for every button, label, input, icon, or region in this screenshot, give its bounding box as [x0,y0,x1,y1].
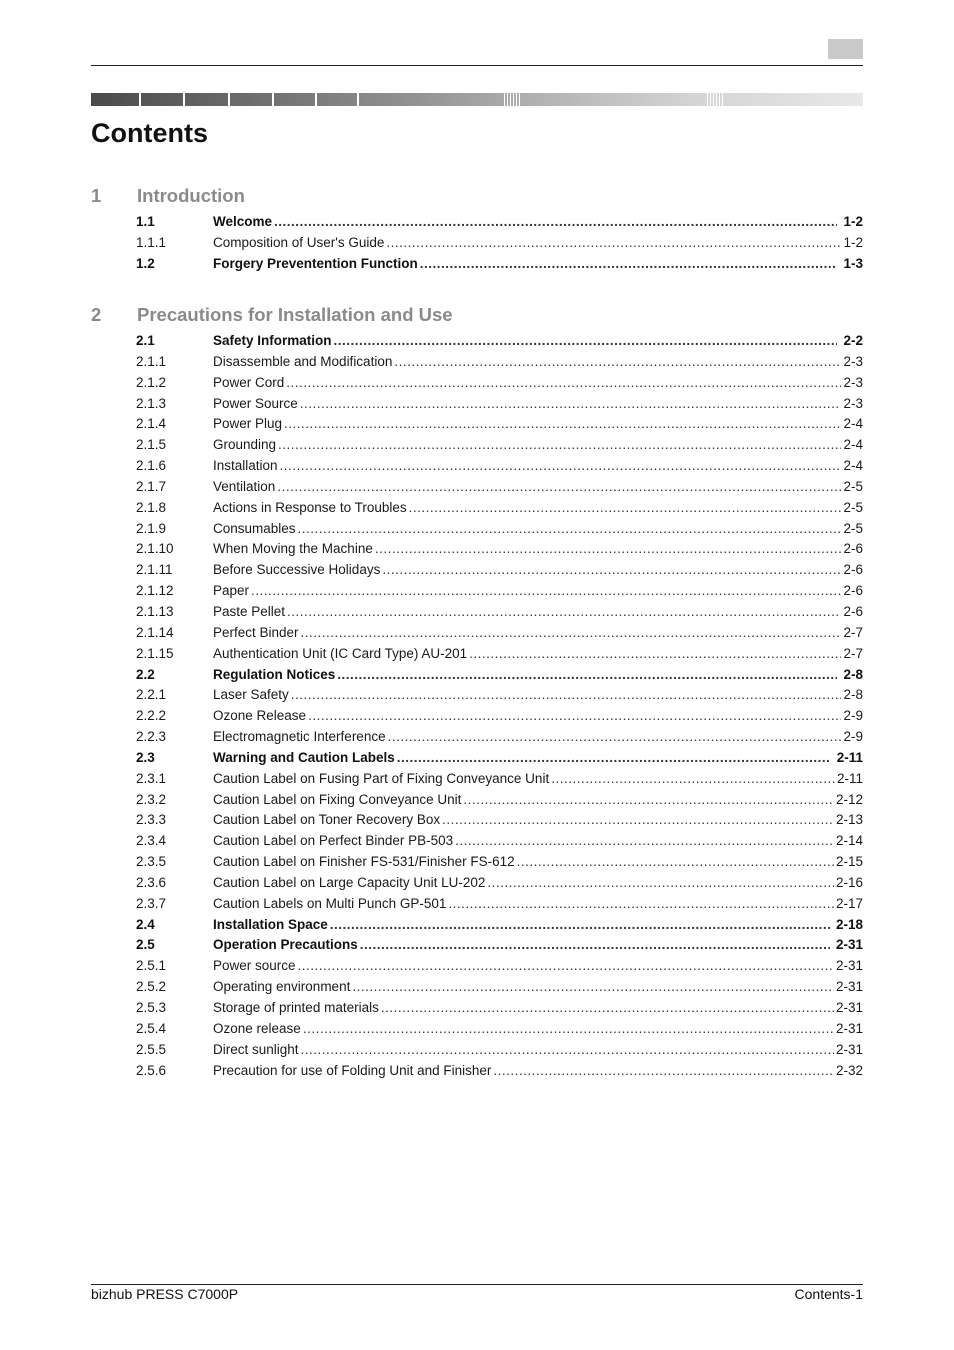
header-tab-marker [828,39,863,59]
toc-entry-number: 2.1.10 [136,541,174,557]
toc-entry[interactable] [136,396,863,417]
toc-entry-number: 2.1.8 [136,499,167,515]
toc-entry[interactable] [136,1042,863,1063]
toc-leader-dots [381,1000,834,1015]
toc-entry-number: 2.5.1 [136,958,167,974]
toc-entry[interactable] [136,541,863,562]
toc-entry-title: Caution Label on Large Capacity Unit LU-202 [213,874,486,890]
toc-entry-number: 2.1.9 [136,520,167,536]
toc-entry-page: 2-13 [835,812,863,828]
toc-leader-dots [301,1042,834,1057]
toc-entry-number: 2.4 [136,916,155,932]
toc-entry[interactable] [136,375,863,396]
toc-entry-number: 1.2 [136,255,155,271]
chapter-heading [91,304,863,328]
toc-list [136,333,863,1083]
toc-entry-number: 2.3.1 [136,770,167,786]
toc-entry-page: 2-5 [843,520,863,536]
toc-leader-dots [382,562,841,577]
toc-entry-page: 2-7 [843,624,863,640]
toc-entry-number: 2.3.6 [136,874,167,890]
toc-entry-number: 2.3.5 [136,854,167,870]
toc-entry-page: 2-12 [835,791,863,807]
toc-entry-number: 2.3.7 [136,895,167,911]
toc-entry-number: 2.5.3 [136,1000,167,1015]
toc-entry-number: 2.1.14 [136,624,174,640]
toc-entry-title: Actions in Response to Troubles [213,499,407,515]
toc-entry-number: 2.3.3 [136,812,167,828]
toc-leader-dots [442,812,834,827]
toc-leader-dots [517,854,834,869]
toc-entry-page: 2-8 [843,687,863,703]
toc-entry[interactable] [136,833,863,854]
toc-entry-page: 2-6 [843,583,863,599]
toc-entry-page: 2-11 [836,749,863,765]
toc-leader-dots [352,979,834,994]
toc-entry[interactable] [136,583,863,604]
toc-entry-title: Forgery Preventention Function [213,255,418,271]
toc-entry[interactable] [136,687,863,708]
toc-entry[interactable] [136,416,863,437]
toc-leader-dots [291,687,842,702]
toc-entry-page: 2-3 [843,374,863,390]
toc-entry-title: Power Source [213,395,298,411]
toc-entry-number: 2.1.4 [136,416,167,432]
toc-leader-dots [455,833,834,848]
toc-entry-page: 2-31 [835,1041,863,1057]
toc-entry-number: 2.1.7 [136,478,167,494]
toc-entry-title: Power Plug [213,416,283,432]
toc-entry-title: Operating environment [213,979,351,995]
toc-entry-number: 1.1 [136,214,155,229]
toc-leader-dots [551,771,835,786]
toc-leader-dots [300,396,842,411]
toc-entry-page: 2-3 [843,395,863,411]
toc-entry-title: Caution Labels on Multi Punch GP-501 [213,895,447,911]
toc-leader-dots [469,646,841,661]
toc-entry-page: 2-4 [843,416,863,432]
toc-leader-dots [298,958,834,973]
toc-leader-dots [334,333,838,348]
toc-entry[interactable] [136,854,863,875]
page-title: Contents [91,118,208,148]
toc-entry-page: 2-32 [835,1062,863,1078]
toc-entry-title: Caution Label on Fixing Conveyance Unit [213,791,462,807]
toc-entry-title: Direct sunlight [213,1041,299,1057]
toc-entry-page: 2-15 [835,854,863,870]
toc-entry-title: Perfect Binder [213,624,299,640]
toc-leader-dots [409,500,842,515]
toc-entry-page: 2-9 [843,729,863,745]
toc-entry-page: 2-16 [835,874,863,890]
toc-entry-page: 2-31 [835,1000,863,1015]
toc-entry-title: Installation [213,458,278,474]
toc-leader-dots [277,479,841,494]
toc-entry-page: 2-31 [835,979,863,995]
toc-entry-number: 2.3 [136,749,155,765]
toc-leader-dots [251,583,841,598]
toc-entry-title: Paper [213,583,250,599]
toc-entry[interactable] [136,667,863,688]
toc-entry-page: 2-5 [843,499,863,515]
toc-entry-number: 2.1.6 [136,458,167,474]
toc-entry-page: 2-14 [835,833,863,849]
toc-entry[interactable] [136,1000,863,1021]
chapter-title: Introduction [137,185,245,206]
toc-entry[interactable] [136,625,863,646]
toc-leader-dots [298,521,842,536]
toc-entry-page: 1-2 [843,214,863,229]
toc-entry-title: Grounding [213,437,277,453]
toc-leader-dots [388,729,842,744]
toc-entry[interactable] [136,604,863,625]
toc-leader-dots [448,896,834,911]
toc-entry-number: 2.5.2 [136,979,167,995]
header-rule [91,65,863,66]
toc-entry-title: Caution Label on Finisher FS-531/Finisher FS-612 [213,854,515,870]
toc-entry-page: 2-18 [835,916,863,932]
toc-leader-dots [287,604,841,619]
toc-entry-title: Operation Precautions [213,937,358,953]
toc-leader-dots [397,750,831,765]
toc-entry-page: 2-31 [835,1020,863,1036]
toc-entry-number: 2.2 [136,666,155,682]
toc-entry[interactable] [136,333,863,354]
toc-entry-number: 2.3.4 [136,833,167,849]
toc-leader-dots [280,458,842,473]
toc-entry-title: Ventilation [213,478,276,494]
toc-entry-page: 2-6 [843,562,863,578]
toc-leader-dots [286,375,841,390]
toc-entry-number: 2.1.15 [136,645,174,661]
toc-entry-number: 2.2.1 [136,687,167,703]
toc-entry[interactable] [136,792,863,813]
toc-entry-page: 2-8 [843,666,863,682]
toc-entry-page: 2-5 [843,478,863,494]
decorative-band [91,93,863,106]
toc-entry[interactable] [136,958,863,979]
toc-entry[interactable] [136,875,863,896]
toc-entry-number: 2.1 [136,333,155,348]
toc-entry[interactable] [136,917,863,938]
toc-entry-title: Consumables [213,520,296,536]
toc-entry[interactable] [136,729,863,750]
toc-entry[interactable] [136,235,863,256]
toc-entry-number: 2.5.4 [136,1020,167,1036]
toc-entry-number: 2.2.3 [136,729,167,745]
toc-leader-dots [375,541,842,556]
toc-entry-title: Before Successive Holidays [213,562,381,578]
toc-entry-title: Laser Safety [213,687,289,703]
toc-entry[interactable] [136,562,863,583]
toc-entry[interactable] [136,214,863,235]
footer-rule [91,1284,863,1285]
toc-entry-title: Power source [213,958,296,974]
toc-leader-dots [330,917,830,932]
toc-leader-dots [278,437,841,452]
toc-entry-number: 2.1.13 [136,603,174,619]
toc-entry[interactable] [136,437,863,458]
toc-entry-title: Caution Label on Perfect Binder PB-503 [213,833,454,849]
chapter-number: 2 [91,304,102,325]
toc-leader-dots [301,625,842,640]
toc-entry-title: Caution Label on Fusing Part of Fixing Conveyance Unit [213,770,550,786]
toc-entry[interactable] [136,812,863,833]
toc-entry-title: Ozone Release [213,708,307,724]
toc-leader-dots [463,792,834,807]
toc-leader-dots [308,708,841,723]
toc-leader-dots [386,235,841,250]
toc-entry-page: 2-31 [835,937,863,953]
toc-entry[interactable] [136,500,863,521]
toc-entry[interactable] [136,521,863,542]
chapter-number: 1 [91,185,102,206]
toc-entry-number: 1.1.1 [136,234,167,250]
toc-leader-dots [303,1021,834,1036]
toc-entry[interactable] [136,646,863,667]
toc-entry[interactable] [136,458,863,479]
toc-entry-number: 2.1.2 [136,374,167,390]
toc-entry-page: 2-4 [843,437,863,453]
footer-product-name: bizhub PRESS C7000P [91,1286,239,1302]
toc-entry-page: 2-7 [843,645,863,661]
toc-entry-title: Installation Space [213,916,328,932]
toc-entry-title: Composition of User's Guide [213,234,385,250]
toc-entry-title: Precaution for use of Folding Unit and Finisher [213,1062,492,1078]
toc-entry-number: 2.5.6 [136,1062,167,1078]
toc-entry-page: 2-2 [843,333,863,348]
toc-leader-dots [487,875,834,890]
toc-entry[interactable] [136,1063,863,1084]
toc-entry-page: 2-3 [843,353,863,369]
toc-entry[interactable] [136,256,863,277]
toc-leader-dots [493,1063,834,1078]
toc-entry-title: Caution Label on Toner Recovery Box [213,812,441,828]
footer-page-number: Contents-1 [794,1286,863,1302]
toc-leader-dots [420,256,838,271]
toc-leader-dots [360,937,830,952]
toc-entry[interactable] [136,354,863,375]
toc-entry[interactable] [136,896,863,917]
toc-entry-title: Storage of printed materials [213,1000,379,1015]
toc-entry[interactable] [136,937,863,958]
toc-entry-page: 2-6 [843,603,863,619]
toc-list [136,214,863,277]
toc-entry-number: 2.5 [136,937,155,953]
toc-entry-number: 2.3.2 [136,791,167,807]
toc-entry[interactable] [136,479,863,500]
toc-entry-number: 2.1.12 [136,583,174,599]
toc-entry[interactable] [136,1021,863,1042]
toc-entry-page: 2-31 [835,958,863,974]
toc-entry-title: Authentication Unit (IC Card Type) AU-201 [213,645,468,661]
toc-entry[interactable] [136,771,863,792]
toc-entry-page: 1-2 [843,234,863,250]
toc-entry-page: 2-9 [843,708,863,724]
toc-entry-number: 2.1.11 [136,562,173,578]
toc-entry-title: Warning and Caution Labels [213,749,395,765]
toc-leader-dots [274,214,837,229]
toc-entry-title: Disassemble and Modification [213,353,393,369]
toc-entry-title: Regulation Notices [213,666,336,682]
toc-entry[interactable] [136,708,863,729]
toc-leader-dots [284,416,841,431]
toc-entry-title: Welcome [213,214,273,229]
toc-entry-page: 2-4 [843,458,863,474]
toc-entry-title: Paste Pellet [213,603,286,619]
toc-entry-page: 2-6 [843,541,863,557]
toc-entry-number: 2.1.1 [136,353,167,369]
toc-entry-page: 1-3 [843,255,863,271]
toc-entry-number: 2.5.5 [136,1041,167,1057]
toc-entry-title: When Moving the Machine [213,541,373,557]
toc-entry-number: 2.2.2 [136,708,167,724]
chapter-heading [91,185,863,209]
toc-entry[interactable] [136,750,863,771]
toc-entry-title: Power Cord [213,374,285,390]
chapter-title: Precautions for Installation and Use [137,304,453,325]
toc-entry-title: Electromagnetic Interference [213,729,386,745]
toc-leader-dots [337,667,837,682]
toc-entry-number: 2.1.3 [136,395,167,411]
toc-entry-title: Safety Information [213,333,332,348]
toc-entry-number: 2.1.5 [136,437,167,453]
toc-entry-page: 2-17 [835,895,863,911]
toc-entry-title: Ozone release [213,1020,301,1036]
toc-entry[interactable] [136,979,863,1000]
toc-leader-dots [394,354,841,369]
toc-entry-page: 2-11 [836,770,863,786]
